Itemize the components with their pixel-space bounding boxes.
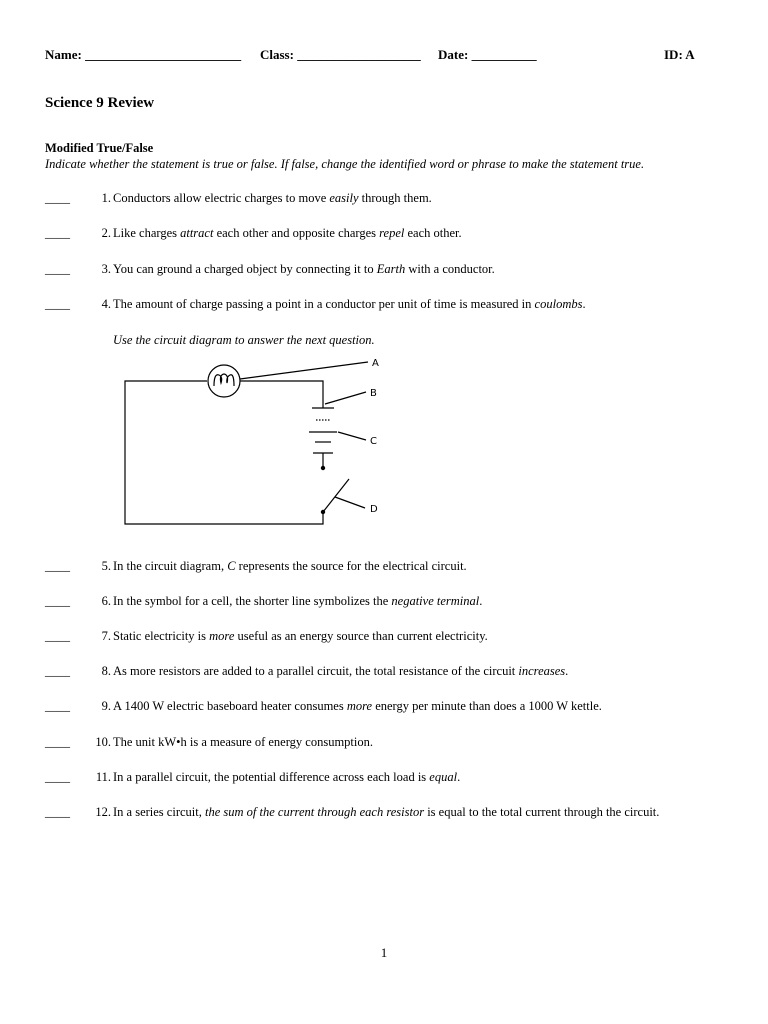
name-field: Name: ________________________ xyxy=(45,47,242,62)
label-a: A xyxy=(372,358,379,369)
question-text: The unit kW•h is a measure of energy consumption. xyxy=(113,735,373,749)
question-number: 6. xyxy=(101,594,111,608)
question-text: In the symbol for a cell, the shorter line symbolizes the negative terminal. xyxy=(113,594,483,608)
answer-blank[interactable]: ____ xyxy=(45,629,70,643)
answer-blank[interactable]: ____ xyxy=(45,226,70,240)
switch-contact xyxy=(321,510,325,514)
question-number: 3. xyxy=(101,262,111,276)
question-number: 1. xyxy=(101,191,111,205)
section-instructions: Indicate whether the statement is true or false. If false, change the identified word or phrase to make the statement true. xyxy=(45,157,645,171)
question-number: 9. xyxy=(101,699,111,713)
question-number: 12. xyxy=(95,805,111,819)
section-title: Modified True/False xyxy=(45,141,154,155)
question-text: In the circuit diagram, C represents the source for the electrical circuit. xyxy=(113,559,467,573)
question-number: 10. xyxy=(95,735,111,749)
lamp-filament xyxy=(214,374,234,386)
question-number: 11. xyxy=(95,770,111,784)
circuit-wire xyxy=(240,381,323,408)
date-field: Date: __________ xyxy=(438,47,537,62)
answer-blank[interactable]: ____ xyxy=(45,594,70,608)
label-c: C xyxy=(370,436,377,447)
question-number: 2. xyxy=(101,226,111,240)
label-b: B xyxy=(370,388,377,399)
answer-blank[interactable]: ____ xyxy=(45,559,70,573)
question-text: In a parallel circuit, the potential difference across each load is equal. xyxy=(113,770,461,784)
answer-blank[interactable]: ____ xyxy=(45,297,70,311)
answer-blank[interactable]: ____ xyxy=(45,735,70,749)
lamp-icon xyxy=(208,365,240,397)
question-text: Conductors allow electric charges to move easily through them. xyxy=(113,191,432,205)
label-pointer xyxy=(335,497,365,508)
label-pointer xyxy=(338,432,366,440)
question-text: You can ground a charged object by connecting it to Earth with a conductor. xyxy=(113,262,495,276)
answer-blank[interactable]: ____ xyxy=(45,664,70,678)
switch-lever xyxy=(323,479,349,512)
label-d: D xyxy=(370,504,378,515)
answer-blank[interactable]: ____ xyxy=(45,191,70,205)
question-text: In a series circuit, the sum of the current through each resistor is equal to the total current through the circuit. xyxy=(113,805,660,819)
question-number: 7. xyxy=(101,629,111,643)
circuit-diagram xyxy=(113,352,398,542)
switch-contact xyxy=(321,466,325,470)
document-header xyxy=(45,47,725,65)
circuit-wire xyxy=(125,381,323,524)
question-text: Like charges attract each other and opposite charges repel each other. xyxy=(113,226,462,240)
question-text: As more resistors are added to a parallel circuit, the total resistance of the circuit increases. xyxy=(113,664,569,678)
question-number: 5. xyxy=(101,559,111,573)
question-text: The amount of charge passing a point in a conductor per unit of time is measured in coulombs. xyxy=(113,297,586,311)
id-field: ID: A xyxy=(664,47,695,62)
answer-blank[interactable]: ____ xyxy=(45,770,70,784)
circuit-instruction: Use the circuit diagram to answer the next question. xyxy=(113,333,375,347)
page-number: 1 xyxy=(380,945,388,960)
question-number: 4. xyxy=(101,297,111,311)
document-title: Science 9 Review xyxy=(45,95,155,111)
question-text: Static electricity is more useful as an energy source than current electricity. xyxy=(113,629,488,643)
answer-blank[interactable]: ____ xyxy=(45,805,70,819)
question-text: A 1400 W electric baseboard heater consumes more energy per minute than does a 1000 W kettle. xyxy=(113,699,602,713)
label-pointer xyxy=(325,392,366,404)
question-number: 8. xyxy=(101,664,111,678)
answer-blank[interactable]: ____ xyxy=(45,262,70,276)
class-field: Class: ___________________ xyxy=(260,47,421,62)
label-pointer xyxy=(240,362,368,379)
answer-blank[interactable]: ____ xyxy=(45,699,70,713)
